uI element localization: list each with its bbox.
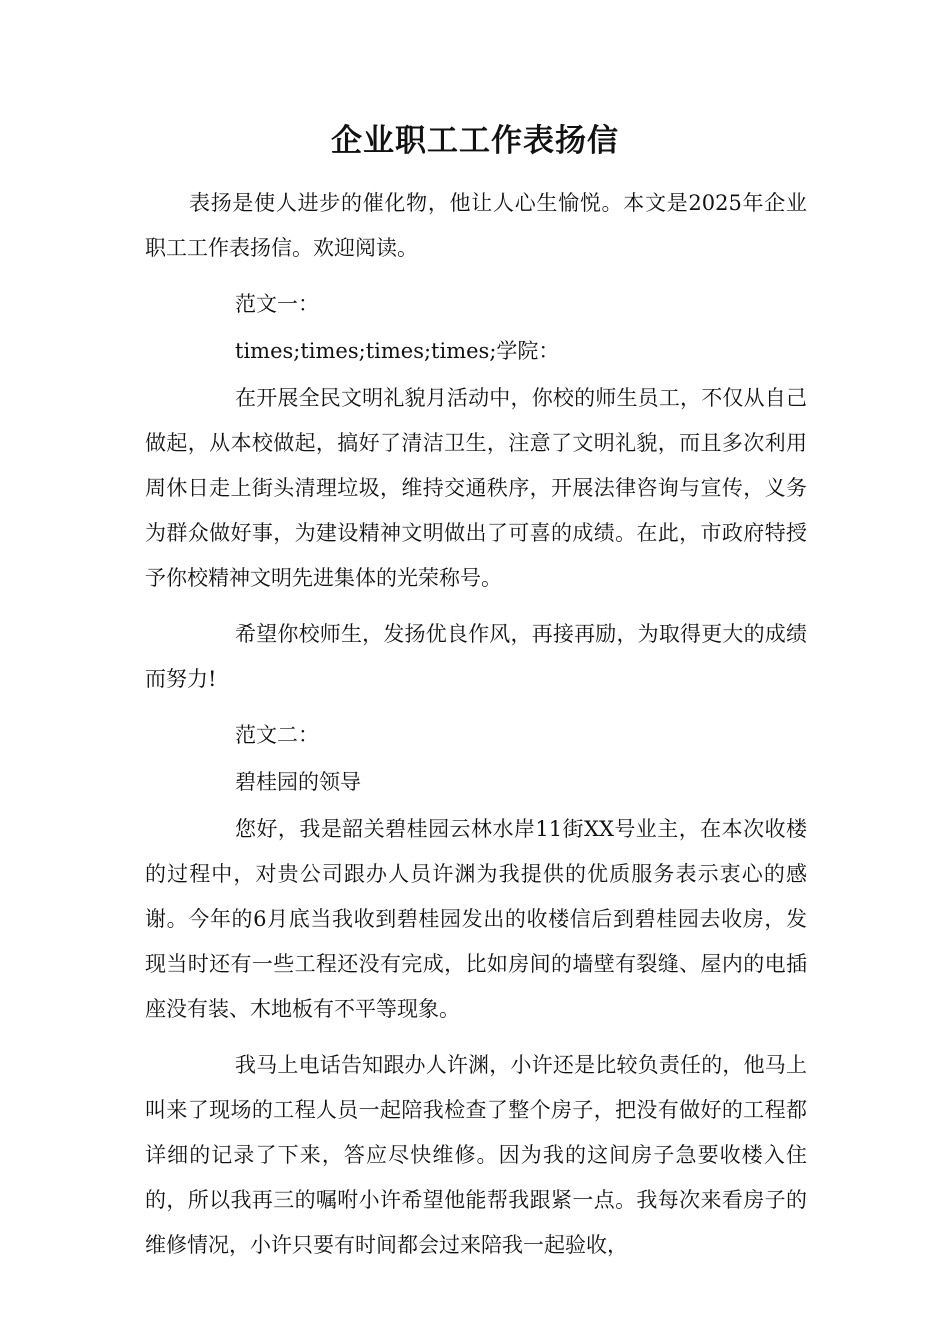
document-title: 企业职工工作表扬信 <box>331 123 619 159</box>
sample-one-salutation: times;times;times;times;学院： <box>235 339 560 363</box>
intro-paragraph: 表扬是使人进步的催化物，他让人心生愉悦。本文是2025年企业职工工作表扬信。欢迎阅读。 <box>145 191 807 260</box>
sample-one-heading: 范文一： <box>235 292 319 316</box>
document-body <box>145 181 807 1279</box>
sample-one-closing-paragraph: 希望你校师生，发扬优良作风，再接再励，为取得更大的成绩而努力! <box>145 622 807 691</box>
sample-one-body-paragraph: 在开展全民文明礼貌月活动中，你校的师生员工，不仅从自己做起，从本校做起，搞好了清洁卫生，注意了文明礼貌，而且多次利用周休日走上街头清理垃圾，维持交通秩序，开展法律咨询与宣传，义务为群众做好事，为建设精神文明做出了可喜的成绩。在此，市政府特授予你校精神文明先进集体的光荣称号。 <box>145 386 807 590</box>
sample-two-continued-paragraph: 我马上电话告知跟办人许渊，小许还是比较负责任的，他马上叫来了现场的工程人员一起陪我检查了整个房子，把没有做好的工程都详细的记录了下来，答应尽快维修。因为我的这间房子急要收楼入住的，所以我再三的嘱咐小许希望他能帮我跟紧一点。我每次来看房子的维修情况，小许只要有时间都会过来陪我一起验收， <box>145 1053 807 1257</box>
sample-two-salutation: 碧桂园的领导 <box>235 770 361 794</box>
sample-two-body-paragraph: 您好，我是韶关碧桂园云林水岸11街XX号业主，在本次收楼的过程中，对贵公司跟办人员许渊为我提供的优质服务表示衷心的感谢。今年的6月底当我收到碧桂园发出的收楼信后到碧桂园去收房，发现当时还有一些工程还没有完成，比如房间的墙壁有裂缝、屋内的电插座没有装、木地板有不平等现象。 <box>145 817 807 1021</box>
sample-two-heading: 范文二： <box>235 723 319 747</box>
